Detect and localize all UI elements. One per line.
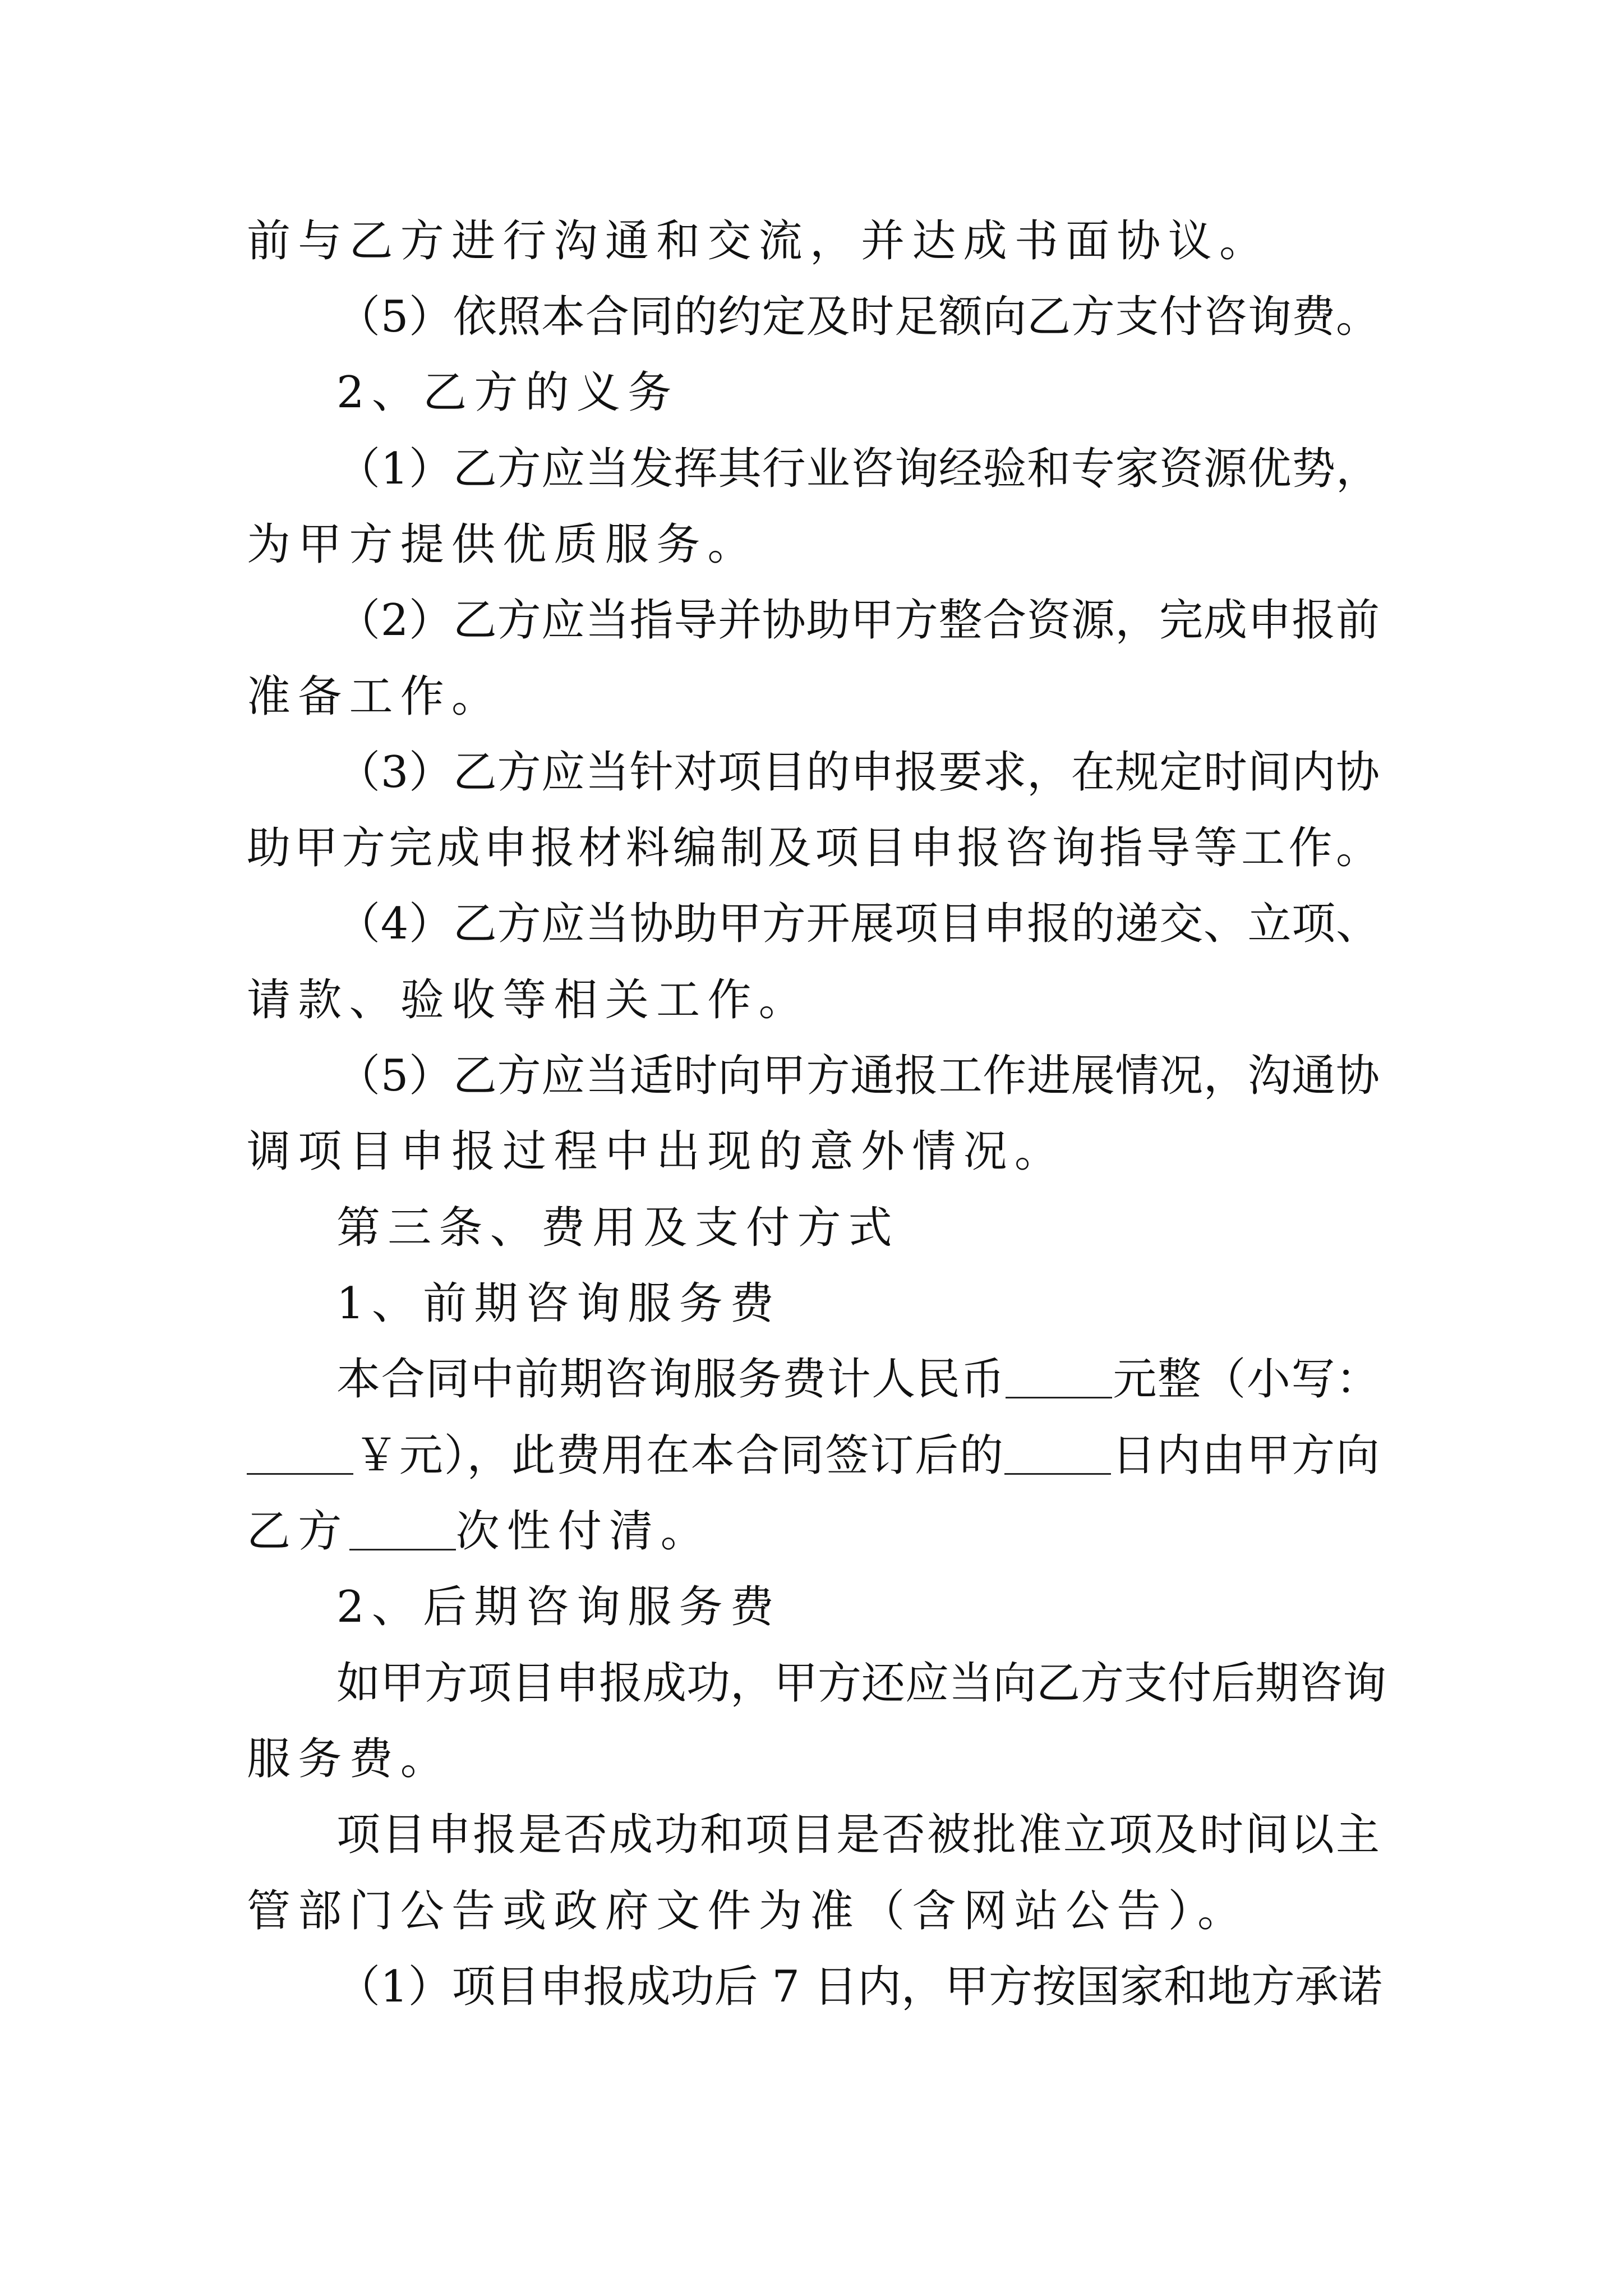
- paragraph-line: （1）乙方应当发挥其行业咨询经验和专家资源优势，: [336, 444, 1380, 494]
- paragraph-line: 请款、验收等相关工作。: [247, 975, 810, 1025]
- paragraph-line: 为甲方提供优质服务。: [247, 519, 759, 570]
- section-heading: 1、前期咨询服务费: [336, 1278, 781, 1329]
- paragraph-line: 助甲方完成申报材料编制及项目申报咨询指导等工作。: [247, 823, 1380, 873]
- fee-text: ￥元），此费用在本合同签订后的: [353, 1430, 1004, 1481]
- paragraph-line: （5）依照本合同的约定及时足额向乙方支付咨询费。: [336, 292, 1380, 342]
- section-heading: 2、后期咨询服务费: [336, 1582, 781, 1632]
- fee-text: 次性付清。: [455, 1506, 712, 1557]
- fill-in-blank[interactable]: [1006, 1358, 1112, 1398]
- fee-line: [247, 1419, 1380, 1492]
- paragraph-line: （1）项目申报成功后 7 日内，甲方按国家和地方承诺: [336, 1962, 1382, 2012]
- fill-in-blank[interactable]: [349, 1510, 456, 1550]
- fee-line: [336, 1343, 1380, 1416]
- fee-text: 元整（小写：: [1112, 1354, 1380, 1405]
- paragraph-line: 准备工作。: [247, 671, 503, 722]
- article-heading: 第三条、费用及支付方式: [336, 1203, 900, 1253]
- paragraph-line: （2）乙方应当指导并协助甲方整合资源，完成申报前: [336, 595, 1380, 646]
- paragraph-line: （4）乙方应当协助甲方开展项目申报的递交、立项、: [336, 899, 1380, 949]
- fill-in-blank[interactable]: [247, 1434, 353, 1475]
- paragraph-line: 服务费。: [247, 1734, 452, 1784]
- paragraph-line: 项目申报是否成功和项目是否被批准立项及时间以主: [336, 1810, 1380, 1860]
- paragraph-line: （3）乙方应当针对项目的申报要求，在规定时间内协: [336, 747, 1380, 798]
- paragraph-line: 如甲方项目申报成功，甲方还应当向乙方支付后期咨询: [336, 1658, 1387, 1709]
- section-heading: 2、乙方的义务: [336, 367, 679, 418]
- paragraph-line: 调项目申报过程中出现的意外情况。: [247, 1126, 1066, 1177]
- fill-in-blank[interactable]: [1004, 1434, 1111, 1475]
- fee-text: 乙方: [247, 1506, 349, 1557]
- fee-line: [247, 1495, 1380, 1568]
- paragraph-line: 管部门公告或政府文件为准（含网站公告）。: [247, 1886, 1249, 1936]
- paragraph-line: 前与乙方进行沟通和交流，并达成书面协议。: [247, 216, 1271, 266]
- paragraph-line: （5）乙方应当适时向甲方通报工作进展情况，沟通协: [336, 1051, 1380, 1101]
- fee-text: 本合同中前期咨询服务费计人民币: [336, 1354, 1006, 1405]
- fee-text: 日内由甲方向: [1110, 1430, 1380, 1481]
